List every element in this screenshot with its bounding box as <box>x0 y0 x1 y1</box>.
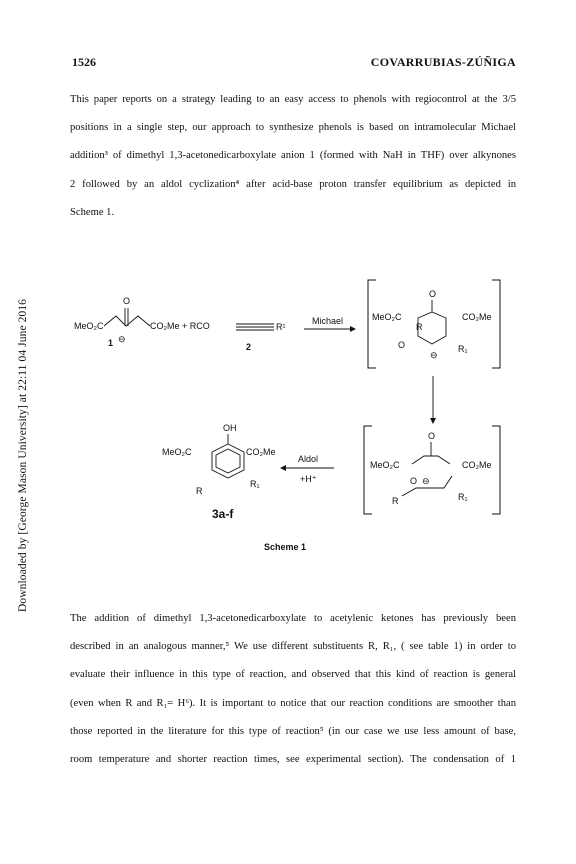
adduct-r1: R₁ <box>458 344 468 354</box>
bracket-left <box>364 426 372 514</box>
bracket-left <box>368 280 376 368</box>
text-line: described in an analogous manner,⁵ We use different substituents R, R₁, ( see table 1) in order to <box>70 641 516 653</box>
paragraph-discussion <box>70 605 516 774</box>
text-line: The addition of dimethyl 1,3-acetonedicarboxylate to acetylenic ketones has previously been <box>70 613 516 624</box>
reactant-1-label: 1 <box>108 338 114 348</box>
bracket-right <box>492 280 500 368</box>
enolate-ester-right: CO₂Me <box>462 460 492 470</box>
michael-arrow <box>304 316 356 332</box>
enolate-r: R <box>392 496 399 506</box>
proton-transfer-arrow <box>430 376 436 424</box>
michael-arrow-label: Michael <box>312 316 344 326</box>
text-line: positions in a single step, our approach to synthesize phenols is based on intramolecular Michael <box>70 122 516 134</box>
adduct-ester-right: CO₂Me <box>462 312 492 322</box>
michael-arrow-head <box>350 326 356 332</box>
reactant-1-anion: ⊖ <box>118 334 126 344</box>
paragraph-intro <box>70 86 516 227</box>
reactant-2 <box>236 322 286 352</box>
product-hydroxyl: OH <box>223 423 237 433</box>
adduct-oxygen: O <box>429 289 437 299</box>
product-ester-left: MeO₂C <box>162 447 192 457</box>
reactant-1-oxygen: O <box>123 296 131 306</box>
reactant-1-chain <box>104 316 150 326</box>
enolate-anion: ⊖ <box>422 476 430 486</box>
running-head: COVARRUBIAS-ZÚÑIGA <box>370 55 516 69</box>
reaction-scheme-drawing <box>60 272 520 572</box>
product-phenol <box>162 423 276 521</box>
adduct-enolate-o: O <box>398 340 406 350</box>
adduct-r: R <box>416 322 423 332</box>
down-arrow-head <box>430 418 436 424</box>
aldol-arrow-head <box>280 465 286 471</box>
enolate-ester-left: MeO₂C <box>370 460 400 470</box>
reactant-1-plus-alkynone: CO₂Me + RCO <box>150 321 210 331</box>
adduct-anion: ⊖ <box>430 350 438 360</box>
intermediate-enolate <box>364 426 500 514</box>
reactant-1 <box>74 296 210 348</box>
text-line: (even when R and R₁= H⁶). It is important to notice that our reaction conditions are smoother than <box>70 697 516 709</box>
text-line: evaluate their influence in this type of reaction, and observed that this kind of reaction is general <box>70 669 516 681</box>
reactant-2-label: 2 <box>246 342 252 352</box>
intermediate-michael-adduct <box>368 280 500 368</box>
product-r: R <box>196 486 203 496</box>
text-line: room temperature and shorter reaction times, see experimental section). The condensation of 1 <box>70 754 516 766</box>
product-ring-inner <box>216 449 240 473</box>
bracket-right <box>492 426 500 514</box>
enolate-chain <box>412 456 450 464</box>
download-watermark-text: Downloaded by [George Mason University] at 22:11 04 June 2016 <box>17 298 29 612</box>
text-line: those reported in the literature for this type of reaction⁵ (in our case we use less amount of base, <box>70 725 516 737</box>
aldol-arrow <box>280 454 334 484</box>
aldol-arrow-sublabel: +H⁺ <box>300 474 317 484</box>
text-line: This paper reports on a strategy leading to an easy access to phenols with regiocontrol at the 3/5 <box>70 94 516 105</box>
enolate-oxygen: O <box>428 431 436 441</box>
reactant-1-ester-left: MeO₂C <box>74 321 104 331</box>
text-line: 2 followed by an aldol cyclization⁴ after acid-base proton transfer equilibrium as depicted in <box>70 178 516 190</box>
product-ester-right: CO₂Me <box>246 447 276 457</box>
adduct-ester-left: MeO₂C <box>372 312 402 322</box>
enolate-o: O <box>410 476 418 486</box>
product-label: 3a-f <box>212 507 234 521</box>
scheme-caption: Scheme 1 <box>264 542 307 552</box>
alkyne-substituent: R¹ <box>276 322 286 332</box>
aldol-arrow-label: Aldol <box>298 454 319 464</box>
text-line: Scheme 1. <box>70 206 115 218</box>
download-watermark <box>4 232 29 612</box>
page-number: 1526 <box>72 55 96 69</box>
enolate-r1: R₁ <box>458 492 468 502</box>
text-line: addition³ of dimethyl 1,3-acetonedicarboxylate anion 1 (formed with NaH in THF) over alkynones <box>70 150 516 162</box>
product-r1: R₁ <box>250 479 260 489</box>
reaction-scheme <box>60 272 520 572</box>
